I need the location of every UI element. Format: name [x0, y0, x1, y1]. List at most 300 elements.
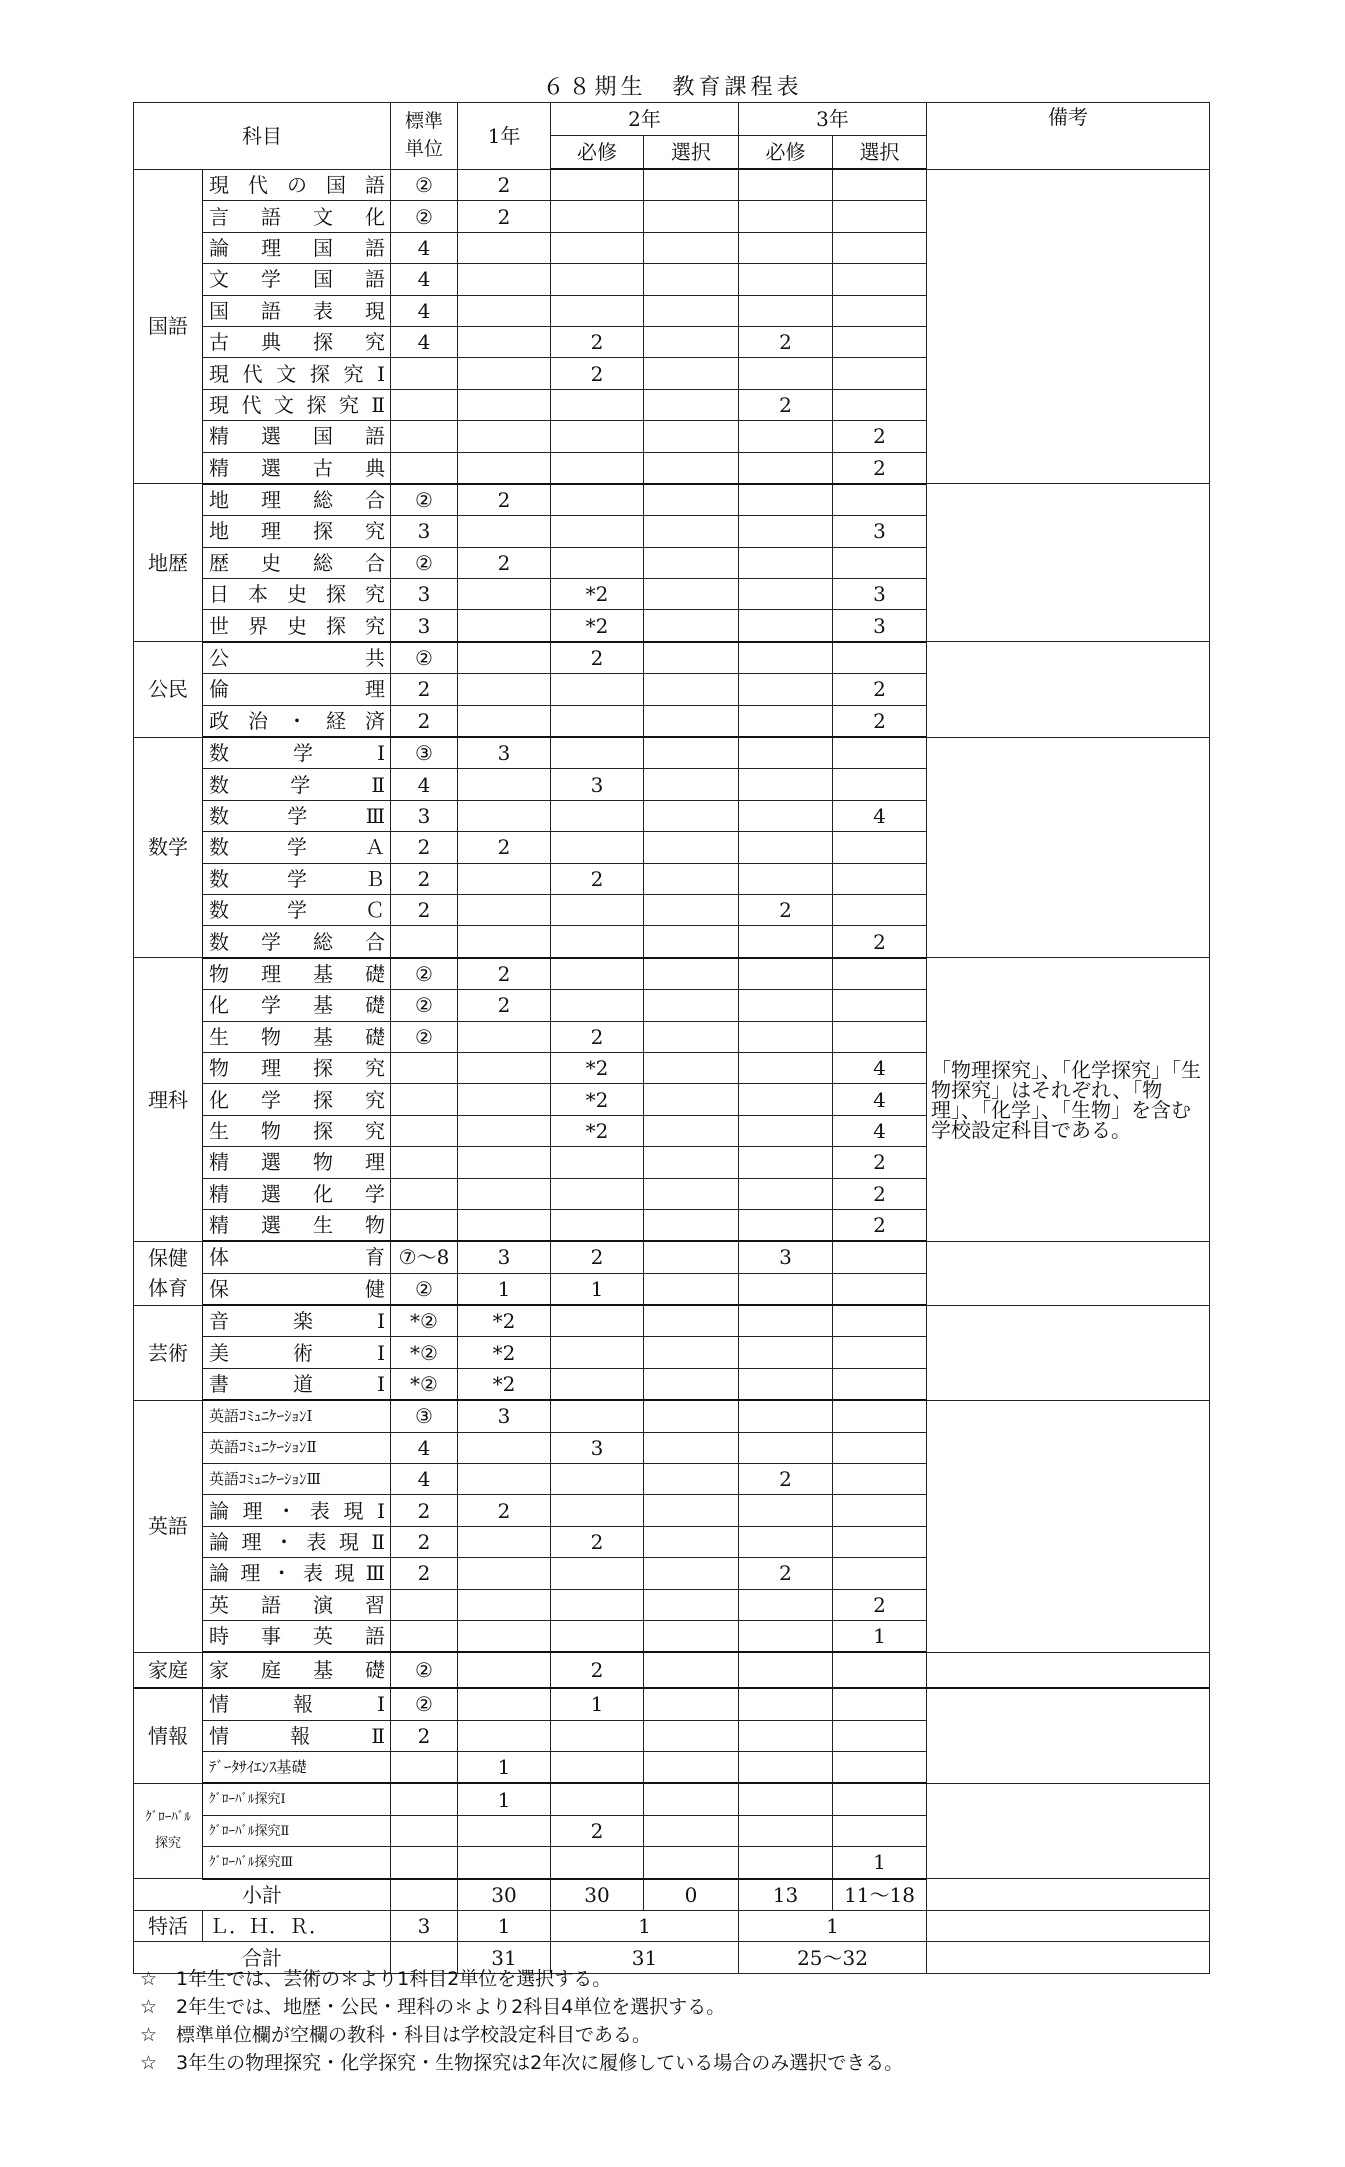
year1-units: 2 [458, 832, 551, 863]
year3-required-units [739, 1273, 833, 1305]
year2-required-units [551, 1368, 644, 1400]
year1-units: 1 [458, 1783, 551, 1815]
subject-name: 数学Ⅱ [203, 769, 391, 800]
subject-name: 生物基礎 [203, 1021, 391, 1052]
special-year3: 1 [739, 1910, 927, 1941]
year2-required-units [551, 1178, 644, 1209]
subject-name: 美術Ⅰ [203, 1337, 391, 1368]
standard-units: 2 [391, 863, 458, 894]
year3-required-units [739, 484, 833, 516]
year3-elective-units [833, 201, 927, 232]
subject-name: 日本史探究 [203, 579, 391, 610]
subject-name: 政治・経済 [203, 705, 391, 737]
year3-elective-units [833, 737, 927, 769]
subject-name: 数学総合 [203, 926, 391, 958]
year3-required-units [739, 169, 833, 201]
table-row [134, 737, 1210, 769]
year2-required-units [551, 1400, 644, 1432]
year3-elective-units [833, 642, 927, 674]
year2-elective-units [644, 1400, 739, 1432]
year2-elective-units [644, 705, 739, 737]
year2-elective-units [644, 990, 739, 1021]
header-year3-required: 必修 [739, 136, 833, 170]
year2-elective-units [644, 958, 739, 990]
subject-name: 書道Ⅰ [203, 1368, 391, 1400]
year2-required-units: *2 [551, 610, 644, 642]
year3-required-units: 2 [739, 1464, 833, 1495]
year1-units: 3 [458, 737, 551, 769]
year3-elective-units [833, 1305, 927, 1337]
subject-name: 数学Ⅲ [203, 800, 391, 831]
subject-name: 音楽Ⅰ [203, 1305, 391, 1337]
header-standard-units: 標準 単位 [391, 103, 458, 170]
subject-name: 論理・表現Ⅱ [203, 1526, 391, 1557]
year3-elective-units [833, 863, 927, 894]
subtotal-year3-required: 13 [739, 1879, 833, 1911]
year1-units [458, 1084, 551, 1115]
year2-elective-units [644, 1847, 739, 1879]
year3-required-units [739, 232, 833, 263]
table-row [134, 642, 1210, 674]
standard-units: 2 [391, 1558, 458, 1589]
year1-units: 2 [458, 169, 551, 201]
year3-elective-units: 2 [833, 452, 927, 484]
year2-required-units [551, 232, 644, 263]
year2-elective-units [644, 1432, 739, 1463]
year1-units [458, 705, 551, 737]
subject-name: 情報Ⅱ [203, 1720, 391, 1751]
category-cell: 情報 [134, 1688, 203, 1783]
year2-elective-units [644, 547, 739, 578]
subject-name: 数学Ｃ [203, 894, 391, 925]
year2-required-units [551, 169, 644, 201]
remarks-cell [927, 1688, 1210, 1783]
subject-name: 英語演習 [203, 1589, 391, 1620]
subject-name: 現代文探究Ⅰ [203, 358, 391, 389]
category-cell: ｸﾞﾛｰﾊﾞﾙ 探究 [134, 1783, 203, 1878]
standard-units [391, 1752, 458, 1784]
year2-elective-units [644, 389, 739, 420]
standard-units: 3 [391, 579, 458, 610]
year2-elective-units [644, 1305, 739, 1337]
standard-units: *② [391, 1368, 458, 1400]
subject-name: 歴史総合 [203, 547, 391, 578]
year2-required-units [551, 516, 644, 547]
special-standard: 3 [391, 1910, 458, 1941]
subject-name: 英語ｺﾐｭﾆｹｰｼｮﾝⅠ [203, 1400, 391, 1432]
year3-required-units [739, 674, 833, 705]
subject-name: 物理探究 [203, 1052, 391, 1083]
remarks-cell [927, 1400, 1210, 1652]
year3-elective-units: 2 [833, 705, 927, 737]
year3-required-units [739, 832, 833, 863]
standard-units: ② [391, 1273, 458, 1305]
standard-units: ② [391, 484, 458, 516]
footnote: ☆ 2年生では、地歴・公民・理科の＊より2科目4単位を選択する。 [140, 1996, 726, 2018]
year2-elective-units [644, 295, 739, 326]
standard-units: 4 [391, 326, 458, 357]
year1-units [458, 1620, 551, 1652]
category-cell: 家庭 [134, 1652, 203, 1688]
year3-elective-units: 2 [833, 926, 927, 958]
year3-required-units [739, 1847, 833, 1879]
year3-required-units [739, 926, 833, 958]
standard-units: 3 [391, 516, 458, 547]
subtotal-standard [391, 1879, 458, 1911]
year1-units [458, 1209, 551, 1241]
subject-name: 公共 [203, 642, 391, 674]
year3-required-units [739, 1815, 833, 1846]
year3-elective-units [833, 1526, 927, 1557]
year3-elective-units [833, 232, 927, 263]
header-subject: 科目 [134, 103, 391, 170]
total-year2: 31 [551, 1942, 739, 1973]
year3-required-units [739, 1752, 833, 1784]
special-category: 特活 [134, 1910, 203, 1941]
standard-units: 2 [391, 705, 458, 737]
table-row [134, 958, 1210, 990]
total-remarks [927, 1942, 1210, 1973]
standard-units: ② [391, 169, 458, 201]
year2-elective-units [644, 1052, 739, 1083]
table-row [134, 1652, 1210, 1688]
year3-elective-units: 2 [833, 674, 927, 705]
year3-elective-units [833, 1752, 927, 1784]
subject-name: 数学Ⅰ [203, 737, 391, 769]
subject-name: 国語表現 [203, 295, 391, 326]
year1-units [458, 1815, 551, 1846]
subject-name: 生物探究 [203, 1115, 391, 1146]
remarks-cell [927, 484, 1210, 642]
standard-units [391, 1178, 458, 1209]
subject-name: 体育 [203, 1241, 391, 1273]
standard-units: ② [391, 1688, 458, 1720]
year1-units [458, 926, 551, 958]
year2-required-units [551, 1464, 644, 1495]
subtotal-remarks [927, 1879, 1210, 1911]
year1-units: 2 [458, 1495, 551, 1526]
subject-name: 論理・表現Ⅰ [203, 1495, 391, 1526]
year1-units [458, 863, 551, 894]
year3-required-units [739, 516, 833, 547]
subject-name: 数学Ｂ [203, 863, 391, 894]
subject-name: 古典探究 [203, 326, 391, 357]
year2-required-units: *2 [551, 1052, 644, 1083]
year2-elective-units [644, 1147, 739, 1178]
year3-required-units [739, 1021, 833, 1052]
year2-elective-units [644, 863, 739, 894]
year2-required-units: *2 [551, 1115, 644, 1146]
year1-units [458, 358, 551, 389]
subtotal-year1: 30 [458, 1879, 551, 1911]
year2-elective-units [644, 1720, 739, 1751]
standard-units: 2 [391, 1495, 458, 1526]
standard-units: 2 [391, 674, 458, 705]
year1-units: 1 [458, 1752, 551, 1784]
year3-elective-units: 3 [833, 610, 927, 642]
year1-units [458, 579, 551, 610]
year2-elective-units [644, 800, 739, 831]
year2-elective-units [644, 201, 739, 232]
year3-required-units [739, 642, 833, 674]
year2-required-units: *2 [551, 1084, 644, 1115]
subject-name: 倫理 [203, 674, 391, 705]
year3-elective-units: 2 [833, 1178, 927, 1209]
year3-elective-units [833, 264, 927, 295]
year1-units [458, 1115, 551, 1146]
subtotal-year2-elective: 0 [644, 1879, 739, 1911]
year3-required-units [739, 452, 833, 484]
year2-elective-units [644, 1526, 739, 1557]
year2-required-units [551, 295, 644, 326]
year2-elective-units [644, 894, 739, 925]
standard-units: 2 [391, 1720, 458, 1751]
year1-units: 2 [458, 958, 551, 990]
year2-required-units: 1 [551, 1688, 644, 1720]
year3-required-units [739, 201, 833, 232]
subtotal-label: 小計 [134, 1879, 391, 1911]
subject-name: 地理総合 [203, 484, 391, 516]
year2-elective-units [644, 484, 739, 516]
year2-required-units [551, 990, 644, 1021]
total-year3: 25～32 [739, 1942, 927, 1973]
year2-elective-units [644, 1464, 739, 1495]
year2-elective-units [644, 1178, 739, 1209]
standard-units: 4 [391, 264, 458, 295]
year2-required-units: 2 [551, 326, 644, 357]
year3-required-units [739, 547, 833, 578]
subject-name: ｸﾞﾛｰﾊﾞﾙ探究Ⅱ [203, 1815, 391, 1846]
year2-elective-units [644, 358, 739, 389]
year3-required-units: 2 [739, 894, 833, 925]
table-row [134, 169, 1210, 201]
year3-elective-units [833, 1273, 927, 1305]
year2-required-units [551, 958, 644, 990]
year3-elective-units [833, 958, 927, 990]
year2-required-units: 2 [551, 863, 644, 894]
standard-units: ② [391, 201, 458, 232]
special-remarks [927, 1910, 1210, 1941]
category-cell: 国語 [134, 169, 203, 484]
year2-required-units: *2 [551, 579, 644, 610]
year3-elective-units [833, 1495, 927, 1526]
year3-elective-units: 4 [833, 1084, 927, 1115]
year2-elective-units [644, 1021, 739, 1052]
subject-name: 精選物理 [203, 1147, 391, 1178]
year3-elective-units [833, 547, 927, 578]
year3-elective-units: 1 [833, 1847, 927, 1879]
year2-elective-units [644, 516, 739, 547]
year1-units [458, 1052, 551, 1083]
year1-units [458, 610, 551, 642]
year2-required-units [551, 1209, 644, 1241]
standard-units: 3 [391, 800, 458, 831]
remarks-cell [927, 737, 1210, 958]
year2-required-units: 3 [551, 1432, 644, 1463]
standard-units [391, 1115, 458, 1146]
subject-name: ｸﾞﾛｰﾊﾞﾙ探究Ⅲ [203, 1847, 391, 1879]
subject-name: ｸﾞﾛｰﾊﾞﾙ探究Ⅰ [203, 1783, 391, 1815]
category-cell: 保健 体育 [134, 1241, 203, 1305]
standard-units: ② [391, 958, 458, 990]
year3-required-units [739, 769, 833, 800]
year1-units: 2 [458, 547, 551, 578]
year1-units [458, 452, 551, 484]
subject-name: 保健 [203, 1273, 391, 1305]
year2-required-units: 2 [551, 1021, 644, 1052]
year3-elective-units [833, 1432, 927, 1463]
standard-units: ⑦～8 [391, 1241, 458, 1273]
year2-required-units [551, 1495, 644, 1526]
year3-required-units [739, 1400, 833, 1432]
standard-units: 4 [391, 295, 458, 326]
year3-required-units [739, 1783, 833, 1815]
year3-required-units [739, 1178, 833, 1209]
year1-units [458, 1147, 551, 1178]
year3-required-units [739, 1084, 833, 1115]
year1-units [458, 1021, 551, 1052]
header-year2-elective: 選択 [644, 136, 739, 170]
standard-units [391, 1147, 458, 1178]
year1-units [458, 674, 551, 705]
category-cell: 芸術 [134, 1305, 203, 1400]
total-label: 合計 [134, 1942, 391, 1973]
subject-name: 数学Ａ [203, 832, 391, 863]
year3-required-units [739, 958, 833, 990]
year3-required-units: 2 [739, 389, 833, 420]
standard-units: ② [391, 990, 458, 1021]
year1-units [458, 642, 551, 674]
standard-units: 2 [391, 1526, 458, 1557]
year2-elective-units [644, 769, 739, 800]
year1-units [458, 1652, 551, 1688]
year2-required-units [551, 1783, 644, 1815]
subject-name: 化学基礎 [203, 990, 391, 1021]
year1-units [458, 295, 551, 326]
year2-elective-units [644, 452, 739, 484]
year3-required-units [739, 264, 833, 295]
year3-elective-units: 3 [833, 516, 927, 547]
year2-required-units [551, 452, 644, 484]
year1-units: 1 [458, 1273, 551, 1305]
category-cell: 数学 [134, 737, 203, 958]
table-row [134, 1241, 1210, 1273]
year1-units: 2 [458, 201, 551, 232]
year2-elective-units [644, 579, 739, 610]
standard-units [391, 1783, 458, 1815]
year2-elective-units [644, 1783, 739, 1815]
year3-elective-units: 4 [833, 800, 927, 831]
year2-required-units [551, 484, 644, 516]
header-year2: 2年 [551, 103, 739, 136]
subject-name: 世界史探究 [203, 610, 391, 642]
year3-elective-units [833, 1241, 927, 1273]
subtotal-year2-required: 30 [551, 1879, 644, 1911]
subject-name: 論理・表現Ⅲ [203, 1558, 391, 1589]
footnote: ☆ 3年生の物理探究・化学探究・生物探究は2年次に履修している場合のみ選択できる。 [140, 2052, 904, 2074]
footnote: ☆ 1年生では、芸術の＊より1科目2単位を選択する。 [140, 1968, 612, 1990]
header-year3-elective: 選択 [833, 136, 927, 170]
standard-units [391, 1589, 458, 1620]
year2-elective-units [644, 832, 739, 863]
year3-required-units [739, 295, 833, 326]
year3-elective-units [833, 990, 927, 1021]
year2-elective-units [644, 264, 739, 295]
standard-units: 4 [391, 1464, 458, 1495]
year2-required-units: 2 [551, 1526, 644, 1557]
standard-units [391, 421, 458, 452]
year1-units [458, 1688, 551, 1720]
year3-required-units [739, 737, 833, 769]
standard-units [391, 1620, 458, 1652]
year2-required-units [551, 1720, 644, 1751]
year3-elective-units [833, 1368, 927, 1400]
subject-name: 精選化学 [203, 1178, 391, 1209]
standard-units: 2 [391, 894, 458, 925]
year3-elective-units [833, 1652, 927, 1688]
year2-required-units [551, 894, 644, 925]
year3-elective-units [833, 1021, 927, 1052]
year2-elective-units [644, 1589, 739, 1620]
footnotes [140, 1965, 903, 2077]
subject-name: 地理探究 [203, 516, 391, 547]
header-remarks: 備考 [927, 103, 1210, 170]
standard-units [391, 1209, 458, 1241]
year1-units [458, 1178, 551, 1209]
year3-required-units [739, 1052, 833, 1083]
year3-required-units [739, 1688, 833, 1720]
year3-elective-units [833, 1337, 927, 1368]
year2-required-units [551, 1147, 644, 1178]
year2-elective-units [644, 1558, 739, 1589]
year3-required-units [739, 610, 833, 642]
year3-elective-units [833, 1783, 927, 1815]
subject-name: 情報Ⅰ [203, 1688, 391, 1720]
year3-elective-units: 2 [833, 421, 927, 452]
year1-units [458, 232, 551, 263]
year2-required-units [551, 1589, 644, 1620]
special-subject: Ｌ．Ｈ．Ｒ． [203, 1910, 391, 1941]
year2-required-units: 1 [551, 1273, 644, 1305]
year2-required-units [551, 1305, 644, 1337]
year2-elective-units [644, 1209, 739, 1241]
year3-elective-units: 2 [833, 1147, 927, 1178]
year3-elective-units [833, 1720, 927, 1751]
subject-name: 英語ｺﾐｭﾆｹｰｼｮﾝⅡ [203, 1432, 391, 1463]
year2-required-units [551, 1847, 644, 1879]
year3-required-units [739, 1337, 833, 1368]
standard-units: ② [391, 1021, 458, 1052]
year3-required-units [739, 1652, 833, 1688]
subject-name: 時事英語 [203, 1620, 391, 1652]
year2-elective-units [644, 1273, 739, 1305]
subject-name: 現代文探究Ⅱ [203, 389, 391, 420]
year3-required-units [739, 1368, 833, 1400]
year2-elective-units [644, 421, 739, 452]
year2-required-units [551, 547, 644, 578]
table-row [134, 1400, 1210, 1432]
year1-units [458, 1720, 551, 1751]
subject-name: 物理基礎 [203, 958, 391, 990]
total-year1: 31 [458, 1942, 551, 1973]
special-row [134, 1910, 1210, 1941]
year3-elective-units: 1 [833, 1620, 927, 1652]
year3-required-units [739, 358, 833, 389]
year2-elective-units [644, 1241, 739, 1273]
year3-required-units [739, 1209, 833, 1241]
year1-units [458, 769, 551, 800]
year3-required-units [739, 1526, 833, 1557]
